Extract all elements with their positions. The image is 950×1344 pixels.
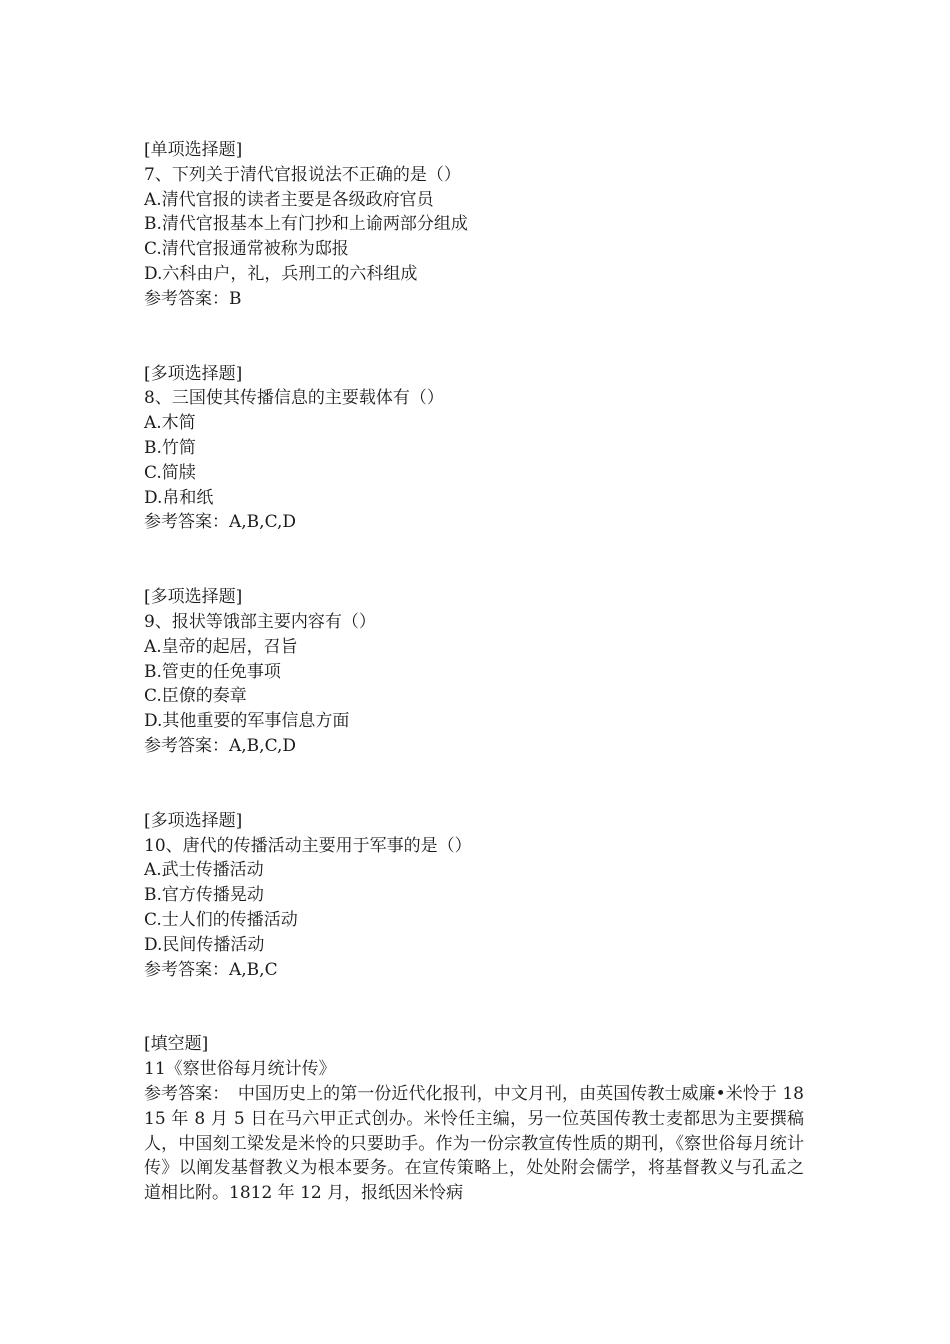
option-b: B.清代官报基本上有门抄和上谕两部分组成 <box>144 214 468 235</box>
option-a: A.木简 <box>144 413 196 434</box>
option-d: D.帛和纸 <box>144 487 214 508</box>
option-c: C.士人们的传播活动 <box>144 909 298 930</box>
reference-answer-paragraph: 参考答案： 中国历史上的第一份近代化报刊，中文月刊，由英国传教士威廉•米怜于 1815 年 8 月 5 日在马六甲正式创办。米怜任主编，另一位英国传教士麦都思为主要撰稿人，中国刻工梁发是米怜的只要助手。作为一份宗教宣传性质的期刊，《察世俗每月统计传》以阐发基督教义为根本要务。在宣传策略上，处处附会儒学，将基督教义与孔孟之道相比附。1812 年 12 月，报纸因米怜病 <box>144 1083 804 1204</box>
reference-answer: 参考答案：B <box>144 288 242 309</box>
reference-answer: 参考答案：A,B,C,D <box>144 735 297 756</box>
option-a: A.武士传播活动 <box>144 860 264 881</box>
question-stem: 10、唐代的传播活动主要用于军事的是（） <box>144 835 472 856</box>
option-d: D.民间传播活动 <box>144 934 265 955</box>
question-7 <box>144 138 804 312</box>
question-8 <box>144 362 804 536</box>
question-type: [单项选择题] <box>144 140 243 160</box>
option-d: D.其他重要的军事信息方面 <box>144 711 350 732</box>
question-type: [多项选择题] <box>144 587 243 608</box>
option-c: C.清代官报通常被称为邸报 <box>144 239 349 260</box>
question-9 <box>144 585 804 759</box>
option-c: C.臣僚的奏章 <box>144 686 247 707</box>
question-type: [填空题] <box>144 1034 209 1055</box>
question-stem: 8、三国使其传播信息的主要载体有（） <box>144 388 444 409</box>
option-d: D.六科由户，礼，兵刑工的六科组成 <box>144 263 418 284</box>
option-a: A.皇帝的起居，召旨 <box>144 636 298 657</box>
question-stem: 11《察世俗每月统计传》 <box>144 1059 336 1080</box>
document-page <box>144 138 804 1256</box>
question-10 <box>144 809 804 983</box>
question-stem: 7、下列关于清代官报说法不正确的是（） <box>144 164 461 185</box>
question-type: [多项选择题] <box>144 363 243 384</box>
question-type: [多项选择题] <box>144 810 243 831</box>
option-b: B.官方传播晃动 <box>144 885 264 906</box>
option-b: B.竹简 <box>144 437 196 458</box>
option-c: C.简牍 <box>144 462 196 483</box>
reference-answer: 参考答案：A,B,C <box>144 959 278 980</box>
option-a: A.清代官报的读者主要是各级政府官员 <box>144 189 434 210</box>
question-stem: 9、报状等饿部主要内容有（） <box>144 611 376 632</box>
reference-answer: 参考答案：A,B,C,D <box>144 512 297 533</box>
question-11 <box>144 1032 804 1206</box>
option-b: B.管吏的任免事项 <box>144 661 281 682</box>
